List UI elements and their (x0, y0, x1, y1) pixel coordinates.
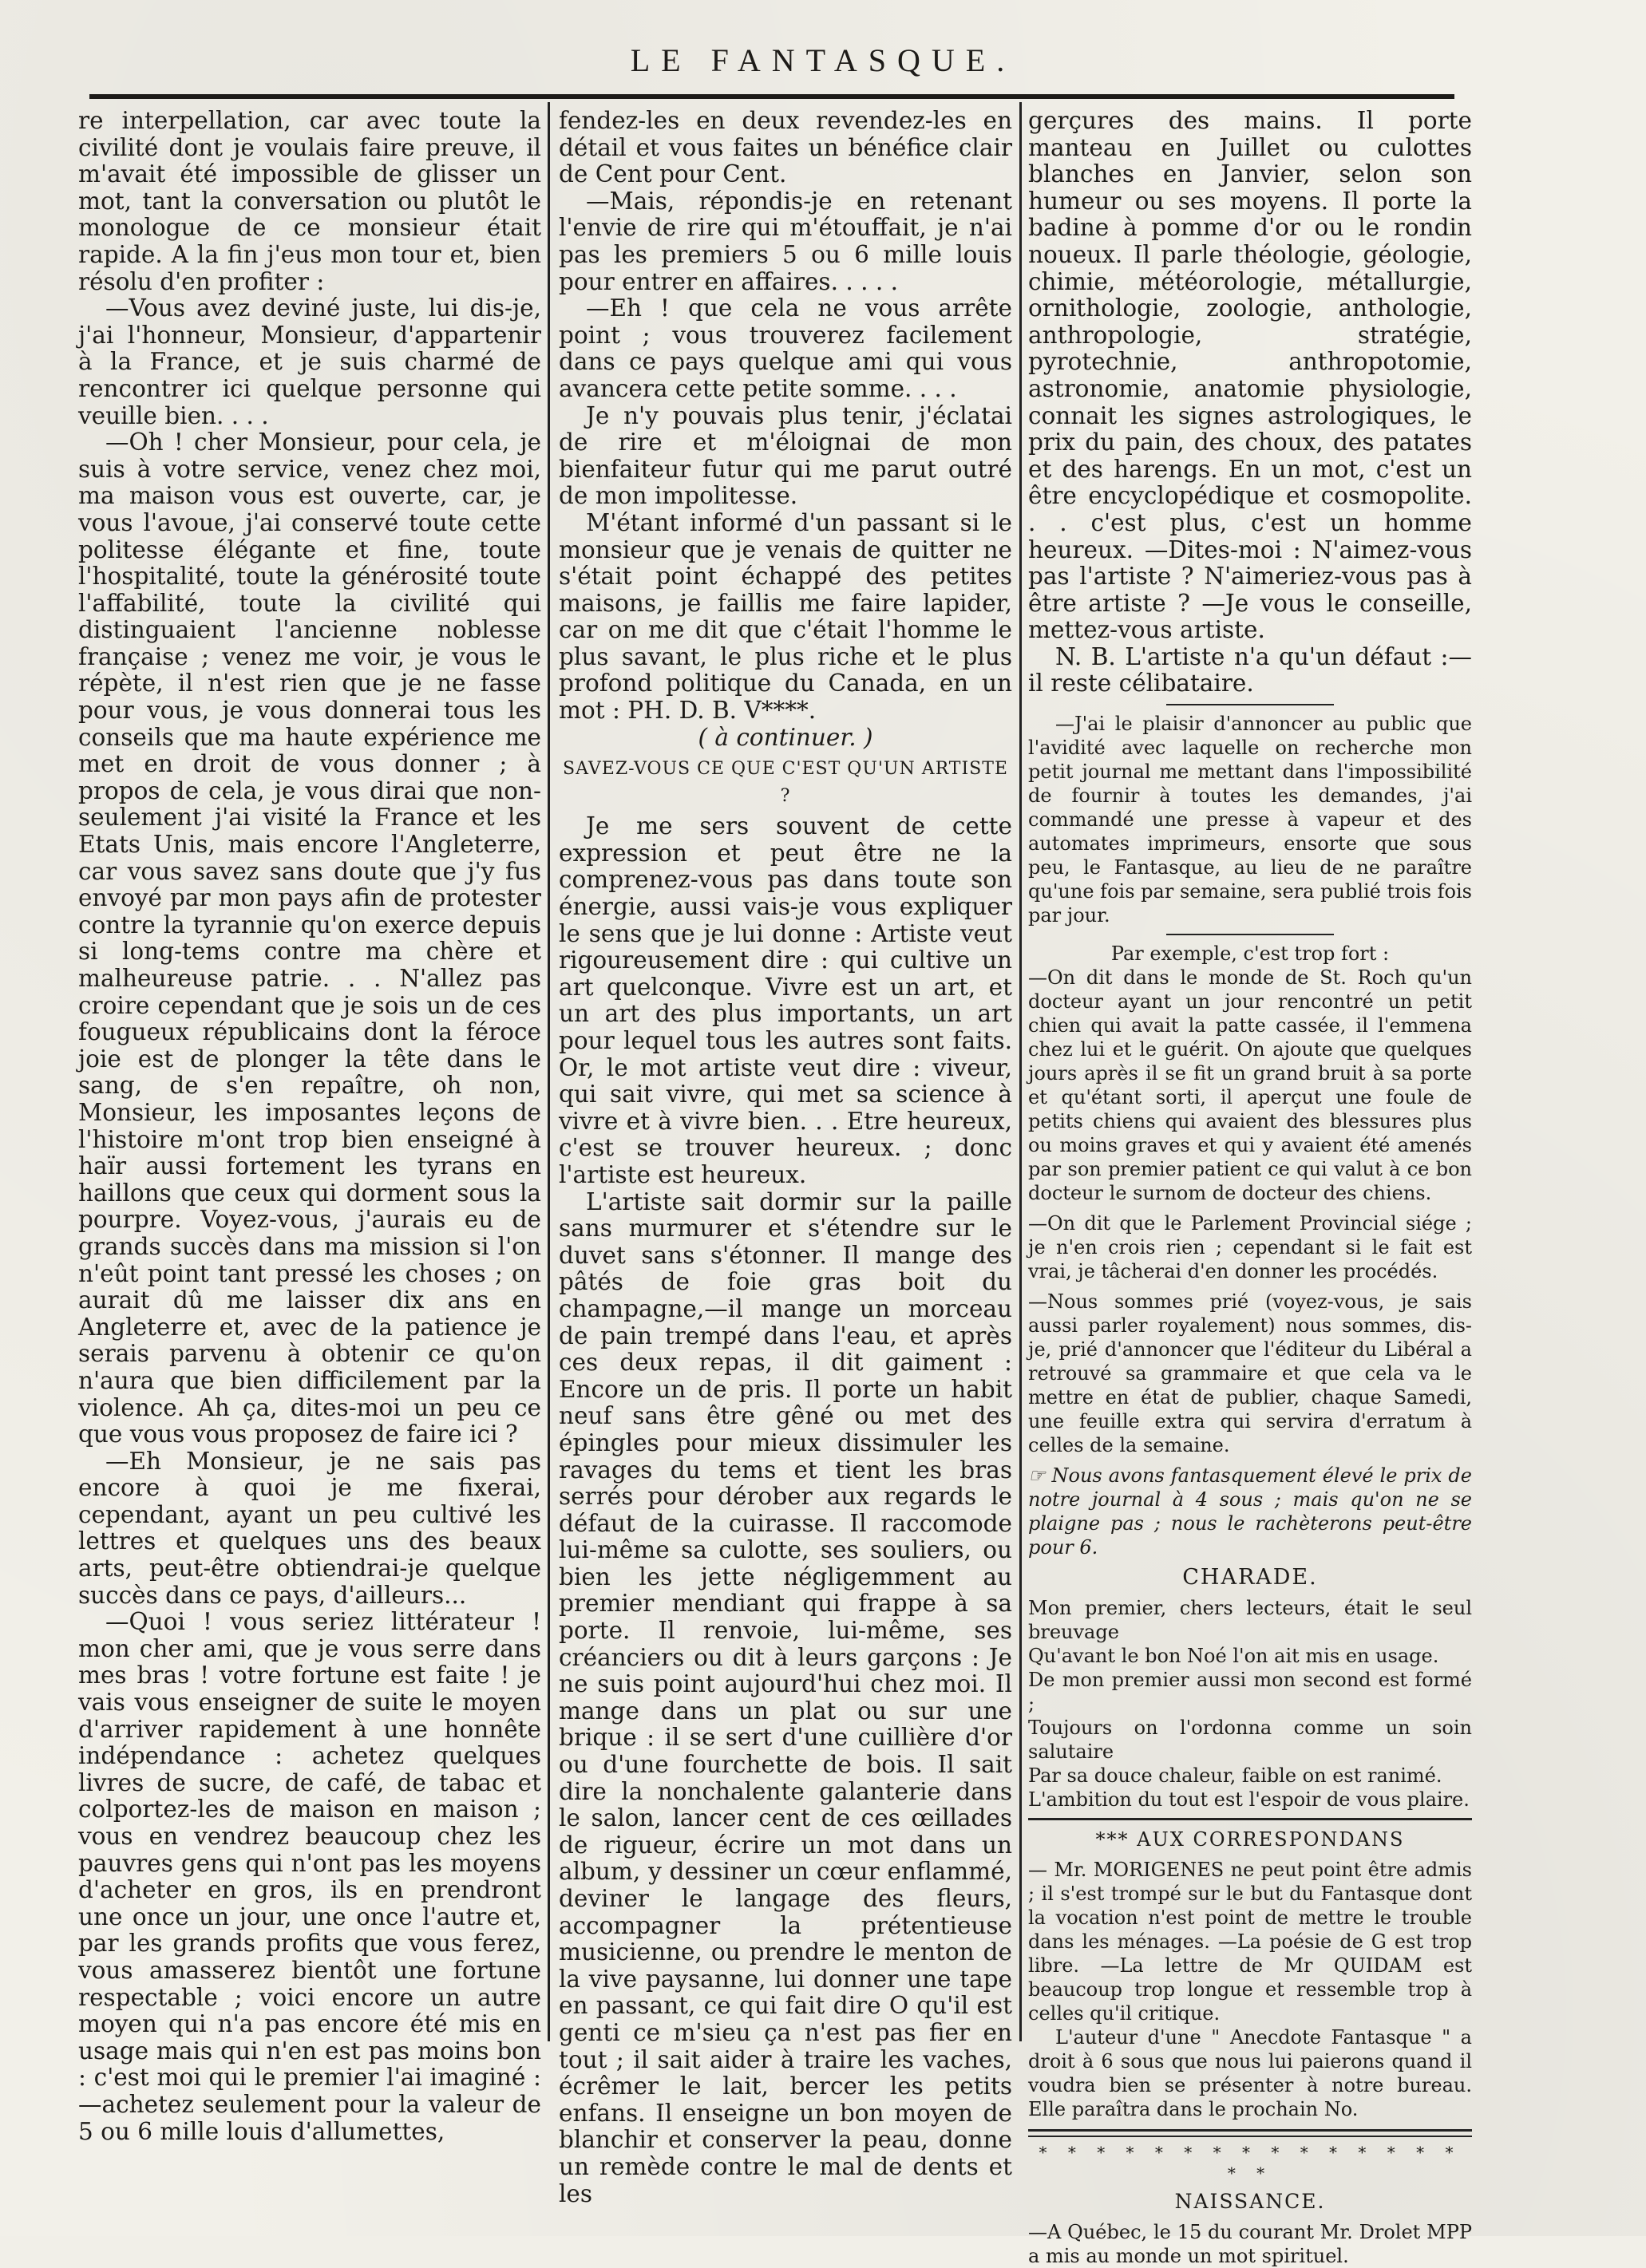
notice-liberal: —Nous sommes prié (voyez-vous, je sais aussi parler royalement) nous sommes, dis-je, prié d'annoncer que l'éditeur du Libéral a retrouvé sa grammaire et que cela va le mettre en état de publier, chaque Samedi, une feuille extra qui servira d'erratum à celles de la semaine. (1028, 1290, 1472, 1457)
charade-verse (1028, 1596, 1472, 1812)
col1-paragraph: —Quoi ! vous seriez littérateur ! mon cher ami, que je vous serre dans mes bras ! votre fortune est faite ! je vais vous enseigner de suite le moyen d'arriver rapidement à une honnête indépendance : achetez quelques livres de sucre, de café, de tabac et colportez-les de maison en maison ; vous en vendrez beaucoup chez les pauvres gens qui n'ont pas les moyens d'acheter en gros, ils en prendront une once un jour, une once l'autre et, par les grands profits que vous ferez, vous amasserez bientôt une fortune respectable ; voici encore un autre moyen qui n'a pas encore été mis en usage mais qui n'en est pas moins bon : c'est moi qui le premier l'ai imaginé :—achetez seulement pour la valeur de 5 ou 6 mille louis d'allumettes, (78, 1608, 541, 2145)
section-rule (1166, 934, 1334, 935)
section-rule (1028, 1818, 1472, 1820)
charade-title: CHARADE. (1182, 1565, 1318, 1590)
verse-line: Qu'avant le bon Noé l'on ait mis en usage. (1028, 1644, 1439, 1667)
notice-price: ☞ Nous avons fantasquement élevé le prix de notre journal à 4 sous ; mais qu'on ne se plaigne pas ; nous le rachèterons peut-être pour 6. (1028, 1464, 1472, 1559)
col2-paragraph: —Mais, répondis-je en retenant l'envie de rire qui m'étouffait, je n'ai pas les premiers 5 ou 6 mille louis pour entrer en affaires. . . . . (559, 187, 1012, 295)
column-3 (1028, 107, 1472, 2267)
col1-paragraph: —Oh ! cher Monsieur, pour cela, je suis à votre service, venez chez moi, ma maison vous est ouverte, car, je vous l'avoue, j'ai conservé toute cette politesse élégante et fine, toute l'hospitalité, toute la générosité toute l'affabilité, toute la civilité qui distinguaient l'ancienne noblesse française ; venez me voir, je vous le répète, il n'est rien que je ne fasse pour vous, je vous donnerai tous les conseils que ma haute expérience me met en droit de vous donner ; à propos de cela, je vous dirai que non-seulement j'ai visité la France et les Etats Unis, mais encore l'Angleterre, car vous savez sans doute que j'y fus envoyé par mon pays afin de protester contre la tyrannie qu'on exerce depuis si long-tems contre ma chère et malheureuse patrie. . . N'allez pas croire cependant que je sois un de ces fougueux républicains dont la féroce joie est de plonger la tête dans le sang, de s'en repaître, oh non, Monsieur, les imposantes leçons de l'histoire m'ont trop bien enseigné à haïr aussi fortement les tyrans en haillons que ceux qui dorment sous la pourpre. Voyez-vous, j'aurais eu de grands succès dans ma mission si l'on n'eût point tant pressé les choses ; on aurait dû me laisser dix ans en Angleterre et, avec de la patience je serais parvenu à obtenir ce qu'on n'aura que bien difficilement par la violence. Ah ça, dites-moi un peu ce que vous vous proposez de faire ici ? (78, 429, 541, 1448)
column-divider-1 (548, 102, 550, 2041)
correspondents-note: L'auteur d'une " Anecdote Fantasque " a droit à 6 sous que nous lui paierons quand il voudra bien se présenter à notre bureau. Elle paraîtra dans le prochain No. (1028, 2026, 1472, 2121)
section-rule (1166, 704, 1334, 705)
notice-press: —J'ai le plaisir d'annoncer au public que l'avidité avec laquelle on recherche mon petit journal me mettant dans l'impossibilité de fournir à toutes les demandes, j'ai commandé une presse à vapeur et des automates imprimeurs, ensorte que sous peu, le Fantasque, au lieu de ne paraître qu'une fois par semaine, sera publié trois fois par jour. (1028, 713, 1472, 927)
stars-divider: * * * * * * * * * * * * * * * * * (1039, 2143, 1462, 2183)
col2-paragraph: Je n'y pouvais plus tenir, j'éclatai de rire et m'éloignai de mon bienfaiteur futur qui me parut outré de mon impolitesse. (559, 401, 1012, 510)
correspondents-title: *** AUX CORRESPONDANS (1095, 1827, 1405, 1851)
nota-bene: N. B. L'artiste n'a qu'un défaut :—il reste célibataire. (1028, 642, 1472, 697)
col1-paragraph: —Vous avez deviné juste, lui dis-je, j'ai l'honneur, Monsieur, d'appartenir à la France, et je suis charmé de rencontrer ici quelque personne qui veuille bien. . . . (78, 294, 541, 429)
notice-st-roch: —On dit dans le monde de St. Roch qu'un docteur ayant un jour rencontré un petit chien qui avait la patte cassée, il l'emmena chez lui et le guérit. On ajoute que quelques jours après il se fit un grand bruit à sa porte et qu'étant sorti, il aperçut une foule de petits chiens qui avaient des blessures plus ou moins graves et qui y avaient été amenés par son premier patient ce qui valut à ce bon docteur le surnom de docteur des chiens. (1028, 966, 1472, 1205)
col1-paragraph: —Eh Monsieur, je ne sais pas encore à quoi je me fixerai, cependant, ayant un peu cultivé les lettres et quelques uns des beaux arts, peut-être obtiendrai-je quelque succès dans ce pays, d'ailleurs... (78, 1447, 541, 1609)
notice-parlement: —On dit que le Parlement Provincial siége ; je n'en crois rien ; cependant si le fait est vrai, je tâcherai d'en donner les procédés. (1028, 1212, 1472, 1283)
col2-paragraph: L'artiste sait dormir sur la paille sans murmurer et s'étendre sur le duvet sans s'étonner. Il mange des pâtés de foie gras boit du champagne,—il mange un morceau de pain trempé dans l'eau, et après ces deux repas, il dit gaiment : Encore un de pris. Il porte un habit neuf sans être gêné ou met des épingles pour mieux dissimuler les ravages du tems et tient les bras serrés pour dérober aux regards le défaut de la cuirasse. Il raccomode lui-même sa culotte, ses souliers, ou bien les jette négligemment au premier mendiant qui frappe à sa porte. Il renvoie, lui-même, ses créanciers ou dit à leurs garçons : Je ne suis point aujourd'hui chez moi. Il mange dans un plat ou sur une brique : il se sert d'une cuillière d'or ou d'une fourchette de bois. Il sait dire la nonchalente galanterie dans le salon, lancer cent de ces œillades de rigueur, écrire un mot dans un album, y dessiner un cœur enflammé, deviner le langage des fleurs, accompagner la prétentieuse musicienne, ou prendre le menton de la vive paysanne, lui donner une tape en passant, ce qui fait dire O qu'il est genti ce m'sieu ça n'est pas fier en tout ; il sait aider à traire les vaches, écrêmer le lait, bercer les petits enfans. Il enseigne un bon moyen de blanchir et conserver la peau, donne un remède contre le mal de dents et les (559, 1187, 1012, 2207)
col2-paragraph: Je me sers souvent de cette expression et peut être ne la comprenez-vous pas dans toute son énergie, aussi vais-je vous expliquer le sens que je lui donne : Artiste veut rigoureusement dire : qui cultive un art quelconque. Vivre est un art, et un art des plus importants, un art pour lequel tous les autres sont faits. Or, le mot artiste veut dire : viveur, qui sait vivre, qui met sa science à vivre et à vivre bien. . . Etre heureux, c'est se trouver heureux. ; donc l'artiste est heureux. (559, 812, 1012, 1188)
verse-line: Par sa douce chaleur, faible on est ranimé. (1028, 1764, 1442, 1787)
verse-line: L'ambition du tout est l'espoir de vous plaire. (1028, 1788, 1470, 1811)
col2-paragraph: M'étant informé d'un passant si le monsieur que je venais de quitter ne s'était point échappé des petites maisons, je faillis me faire lapider, car on me dit que c'était l'homme le plus savant, le plus riche et le plus profond politique du Canada, en un mot : PH. D. B. V****. (559, 508, 1012, 725)
artiste-section-title: SAVEZ-VOUS CE QUE C'EST QU'UN ARTISTE ? (563, 759, 1008, 807)
column-1 (78, 107, 541, 2145)
verse-line: De mon premier aussi mon second est formé ; (1028, 1668, 1472, 1715)
column-2 (559, 107, 1012, 2207)
verse-line: Mon premier, chers lecteurs, était le seul breuvage (1028, 1596, 1472, 1643)
naissance-text: —A Québec, le 15 du courant Mr. Drolet MPP a mis au monde un mot spirituel. (1028, 2220, 1472, 2267)
col1-paragraph: re interpellation, car avec toute la civilité dont je voulais faire preuve, il m'avait été impossible de glisser un mot, tant la conversation ou plutôt le monologue de ce monsieur était rapide. A la fin j'eus mon tour et, bien résolu d'en profiter : (78, 107, 541, 295)
naissance-title: NAISSANCE. (1174, 2190, 1326, 2214)
col2-paragraph: fendez-les en deux revendez-les en détail et vous faites un bénéfice clair de Cent pour Cent. (559, 107, 1012, 188)
double-rule (1028, 2129, 1472, 2137)
trop-fort-heading: Par exemple, c'est trop fort : (1110, 942, 1390, 966)
masthead-rule (89, 94, 1454, 99)
continued-note: ( à continuer. ) (698, 723, 873, 751)
col3-paragraph: gerçures des mains. Il porte manteau en Juillet ou culottes blanches en Janvier, selon son humeur ou ses moyens. Il porte la badine à pomme d'or ou le rondin noueux. Il parle théologie, géologie, chimie, météorologie, métallurgie, ornithologie, zoologie, anthologie, anthropologie, stratégie, pyrotechnie, anthropotomie, astronomie, anatomie physiologie, connait les signes astrologiques, le prix du pain, des choux, des patates et des harengs. En un mot, c'est un être encyclopédique et cosmopolite. . . c'est plus, c'est un homme heureux. —Dites-moi : N'aimez-vous pas l'artiste ? N'aimeriez-vous pas à être artiste ? —Je vous le conseille, mettez-vous artiste. (1028, 107, 1472, 644)
column-divider-2 (1019, 102, 1022, 2041)
correspondents-note: — Mr. MORIGENES ne peut point être admis ; il s'est trompé sur le but du Fantasque dont la vocation n'est point de mettre le trouble dans les ménages. —La poésie de G est trop libre. —La lettre de Mr QUIDAM est beaucoup trop longue et ressemble trop à celles qu'il critique. (1028, 1859, 1472, 2025)
col2-paragraph: —Eh ! que cela ne vous arrête point ; vous trouverez facilement dans ce pays quelque ami qui vous avancera cette petite somme. . . . (559, 294, 1012, 402)
verse-line: Toujours on l'ordonna comme un soin salutaire (1028, 1716, 1472, 1763)
masthead-title: LE FANTASQUE. (630, 42, 1016, 78)
